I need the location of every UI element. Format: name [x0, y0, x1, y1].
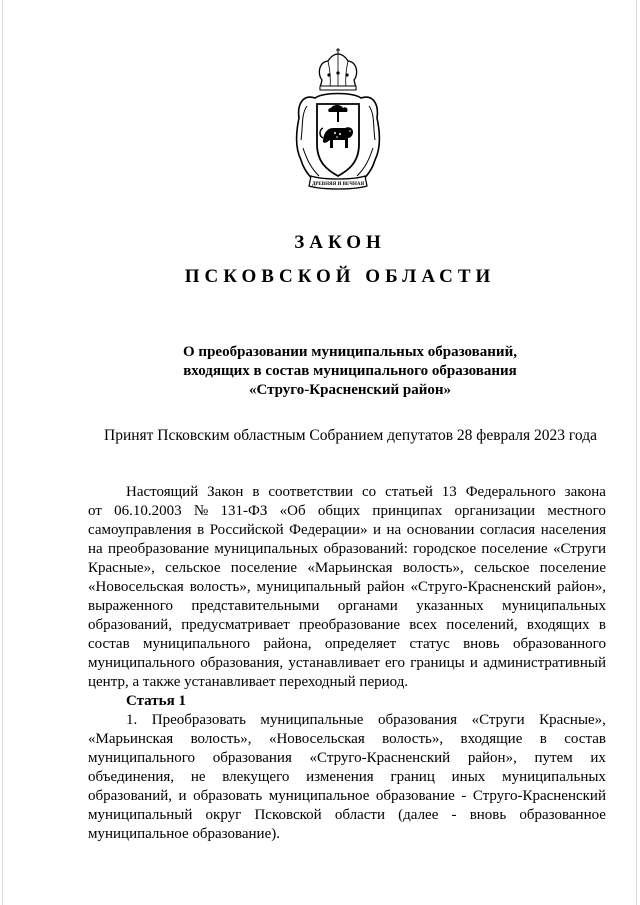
word: района,: [263, 636, 312, 652]
word: местного: [547, 503, 606, 519]
scan-edge-right: [636, 0, 637, 905]
scan-edge-left: [2, 0, 3, 905]
word: закона: [564, 484, 606, 500]
article-title: Статья 1: [126, 693, 186, 709]
word: муниципального: [143, 636, 251, 652]
word: принципах: [372, 503, 443, 519]
word: органами: [337, 598, 398, 614]
adoption-statement: Принят Псковским областным Собранием депутатов 28 февраля 2023 года: [104, 427, 597, 444]
word: Красные»,: [539, 712, 606, 728]
word: указанных: [416, 598, 484, 614]
word: представительными: [191, 598, 320, 614]
word: образований, и образовать муниципальное образование - Струго-Красненский: [88, 788, 606, 804]
word: -: [451, 807, 457, 823]
word: состав: [88, 636, 130, 652]
text-line: [88, 559, 606, 578]
text-line: [88, 540, 606, 559]
issuer-title: ПСКОВСКОЙ ОБЛАСТИ: [184, 266, 496, 287]
word: предусматривает: [181, 617, 290, 633]
word: вновь: [463, 636, 500, 652]
word: преобразование: [298, 617, 401, 633]
word: объединения,: [88, 769, 175, 785]
word: «Струго-Красненский: [309, 750, 451, 766]
word: образований,: [88, 617, 173, 633]
word: округ: [205, 807, 242, 823]
word: входящие: [460, 731, 523, 747]
text-line: [88, 635, 606, 654]
word: «Марьинская: [307, 560, 393, 576]
text-line: [88, 654, 606, 673]
word: статус: [409, 636, 450, 652]
word: муниципальное образование).: [88, 826, 280, 842]
text-line: [88, 502, 606, 521]
word: вновь: [469, 807, 507, 823]
word: муниципальные: [260, 712, 364, 728]
word: сельское: [165, 560, 221, 576]
word: «Новосельская волость», муниципальный район «Струго-Красненский район»,: [88, 579, 606, 595]
word: области: [334, 807, 385, 823]
word: район»,: [467, 750, 517, 766]
word: волость»,: [190, 731, 252, 747]
word: Красные»,: [88, 560, 155, 576]
word: волость»,: [382, 731, 444, 747]
word: образования: [377, 712, 458, 728]
word: 13: [441, 484, 457, 500]
word: образования: [212, 750, 292, 766]
subject-line: О преобразовании муниципальных образований,: [183, 344, 517, 360]
preamble-paragraph: [88, 483, 606, 692]
word: волость»,: [402, 560, 464, 576]
word: центр, а также устанавливает переходный период.: [88, 674, 409, 690]
article-1-paragraph: [88, 711, 606, 844]
word: №: [193, 503, 209, 519]
word: в: [539, 731, 547, 747]
text-line: [88, 825, 606, 844]
word: образованное: [519, 807, 606, 823]
word: определяет: [324, 636, 397, 652]
word: в: [252, 484, 260, 500]
text-line: [88, 521, 606, 540]
word: на преобразование муниципальных образований: городское поселение «Струги: [88, 541, 606, 557]
word: поселений,: [446, 617, 518, 633]
word: иных: [451, 769, 486, 785]
word: общих: [317, 503, 361, 519]
word: статьей: [385, 484, 433, 500]
subject-line: «Струго-Красненский район»: [248, 382, 452, 398]
subject-line: входящих в состав муниципального образования: [183, 363, 517, 379]
word: границ: [390, 769, 435, 785]
word: 1.: [126, 712, 138, 728]
word: «Новосельская: [268, 731, 365, 747]
coat-of-arms-emblem: [293, 48, 383, 198]
word: организации: [454, 503, 536, 519]
word: их: [590, 750, 606, 766]
text-line: [88, 730, 606, 749]
word: «Марьинская: [88, 731, 174, 747]
text-line: [88, 749, 606, 768]
word: «Об: [279, 503, 306, 519]
word: поселение: [539, 560, 606, 576]
document-type-title: ЗАКОН: [294, 232, 386, 253]
text-line: [88, 711, 606, 730]
word: 06.10.2003: [114, 503, 182, 519]
word: «Струги: [471, 712, 525, 728]
word: путем: [534, 750, 573, 766]
word: соответствии: [268, 484, 354, 500]
text-line: [88, 578, 606, 597]
word: не: [190, 769, 206, 785]
word: муниципального образования, устанавливает его границы и административный: [88, 655, 606, 671]
word: влекущего: [222, 769, 290, 785]
word: со: [362, 484, 377, 500]
word: входящих: [526, 617, 590, 633]
text-line: [88, 806, 606, 825]
word: Федерального: [465, 484, 556, 500]
word: 131-ФЗ: [220, 503, 268, 519]
word: образованного: [512, 636, 606, 652]
emblem-motto: ДРЕВНЯЯ И ВЕЧНАЯ: [311, 182, 365, 187]
word: состав: [564, 731, 606, 747]
law-subject: [140, 343, 560, 400]
word: Преобразовать: [151, 712, 246, 728]
word: муниципального: [88, 750, 196, 766]
text-line: [88, 616, 606, 635]
crown-icon: [319, 48, 356, 90]
word: поселение: [230, 560, 298, 576]
word: самоуправления в Российской Федерации» и на основании согласия населения: [88, 522, 606, 538]
text-line: [88, 673, 606, 692]
word: муниципальных: [502, 769, 606, 785]
word: сельское: [474, 560, 530, 576]
word: изменения: [306, 769, 374, 785]
text-line: [88, 597, 606, 616]
word: от: [88, 503, 102, 519]
word: Закон: [207, 484, 244, 500]
word: Псковской: [254, 807, 322, 823]
text-line: [88, 768, 606, 787]
text-line: [88, 483, 606, 502]
word: в: [598, 617, 606, 633]
word: всех: [409, 617, 438, 633]
word: Настоящий: [126, 484, 199, 500]
word: муниципальный: [88, 807, 193, 823]
text-line: [88, 787, 606, 806]
word: (далее: [398, 807, 439, 823]
word: муниципальных: [502, 598, 606, 614]
word: выраженного: [88, 598, 173, 614]
